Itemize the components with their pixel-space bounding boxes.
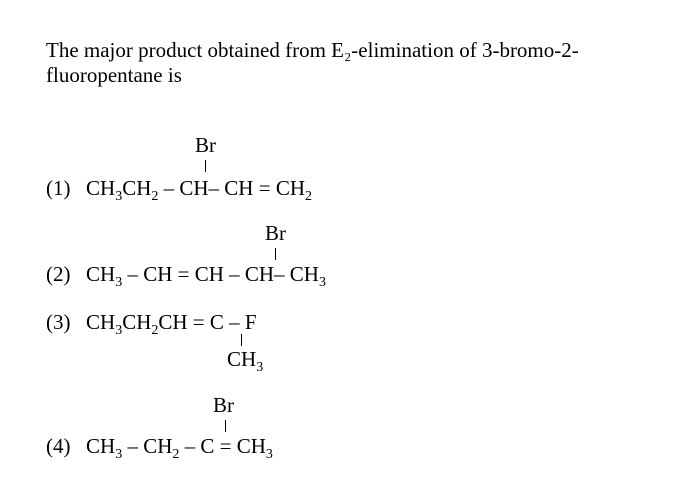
question-line-1: The major product obtained from E₂-elimination of 3-bromo-2-	[46, 38, 579, 62]
option-3-ch3-label: $CH_3$	[227, 347, 264, 375]
option-3-formula: $CH_3CH_2CH = C - F$	[86, 310, 257, 338]
option-4-br-label: Br	[213, 393, 234, 417]
question-line-2: fluoropentane is	[46, 63, 182, 87]
option-1[interactable]	[46, 176, 312, 204]
option-1-br-label: Br	[195, 133, 216, 157]
option-4-formula: $CH_3 - CH_2 - C = CH_3$	[86, 434, 273, 462]
option-4-bond	[225, 420, 226, 432]
option-2-formula: $CH_3$ – CH = CH – CH– $CH_3$	[86, 262, 326, 290]
option-2-br-label: Br	[265, 221, 286, 245]
option-1-number: (1)	[46, 176, 71, 200]
option-1-bond	[205, 160, 206, 172]
option-4-number: (4)	[46, 434, 71, 458]
option-3[interactable]	[46, 310, 257, 338]
option-3-number: (3)	[46, 310, 71, 334]
option-2[interactable]	[46, 262, 326, 290]
option-3-bond	[241, 334, 242, 346]
option-4[interactable]	[46, 434, 273, 462]
option-1-formula: $CH_3CH_2 - CH-$ CH = $CH_2$	[86, 176, 312, 204]
option-2-bond	[275, 248, 276, 260]
question-text	[46, 38, 666, 88]
option-2-number: (2)	[46, 262, 71, 286]
